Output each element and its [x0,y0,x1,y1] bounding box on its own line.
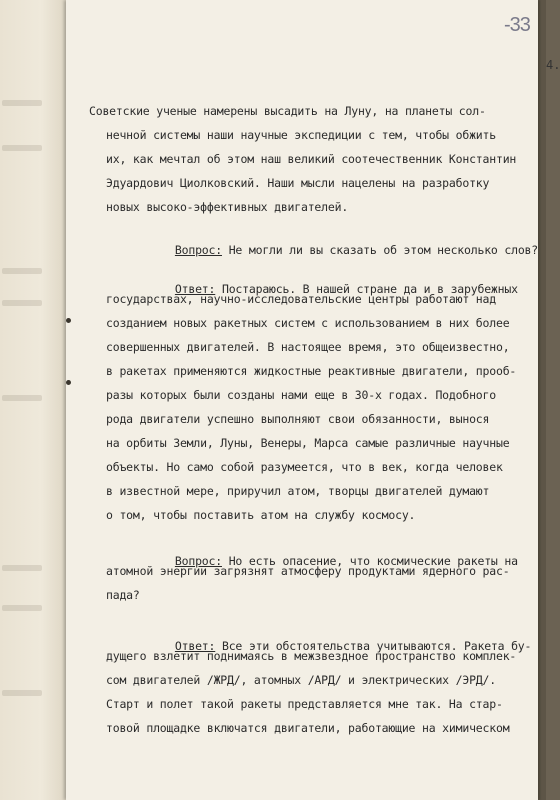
text-line: пада? [106,588,140,602]
text-line: сом двигателей /ЖРД/, атомных /АРД/ и электрических /ЭРД/. [106,673,496,687]
document-page [66,0,560,800]
text-line: Не могли ли вы сказать об этом несколько слов? [221,243,538,257]
scan-background [538,0,546,800]
question-label: Вопрос: [174,243,222,257]
text-line: Постараюсь. В нашей стране да и в зарубежных [215,282,518,296]
question-label: Вопрос: [174,554,222,568]
text-line: в ракетах применяются жидкостные реактивные двигатели, прооб- [106,364,517,378]
text-line: новых высоко-эффективных двигателей. [106,200,349,214]
text-line: рода двигатели успешно выполняют свои обязанности, вынося [106,412,490,426]
text-line: созданием новых ракетных систем с использованием в них более [106,316,510,330]
previous-page-edge [0,0,68,800]
archive-page-number: -33 [504,14,530,36]
answer-label: Ответ: [174,282,216,296]
text-line: о том, чтобы поставить атом на службу космосу. [106,508,416,522]
text-line: Все эти обстоятельства учитываются. Ракета бу- [215,639,532,653]
text-line: товой площадке включатся двигатели, работающие на химическом [106,721,510,735]
text-line: разы которых были созданы нами еще в 30-х годах. Подобного [106,388,496,402]
question-line [148,229,538,271]
text-line: нечной системы наши научные экспедиции с тем, чтобы обжить [106,128,496,142]
text-line: на орбиты Земли, Луны, Венеры, Марса самые различные научные [106,436,510,450]
answer-label: Ответ: [174,639,216,653]
text-line: их, как мечтал об этом наш великий соотечественник Константин [106,152,517,166]
text-line: Но есть опасение, что космические ракеты на [221,554,518,568]
text-line: Советские ученые намерены высадить на Луну, на планеты сол- [89,104,486,118]
text-line: в известной мере, приручил атом, творцы двигателей думают [106,484,490,498]
text-line: Эдуардович Циолковский. Наши мысли нацелены на разработку [106,176,490,190]
page-number: 4. [546,58,560,72]
text-line: государствах, научно-исследовательские центры работают над [106,292,496,306]
text-line: объекты. Но само собой разумеется, что в век, когда человек [106,460,503,474]
text-line: Старт и полет такой ракеты представляется мне так. На стар- [106,697,503,711]
text-line: дущего взлетит поднимаясь в межзвездное пространство комплек- [106,649,517,663]
text-line: атомной энергии загрязнят атмосферу продуктами ядерного рас- [106,564,510,578]
punch-hole [66,380,71,385]
punch-hole [66,318,71,323]
text-line: совершенных двигателей. В настоящее время, это общеизвестно, [106,340,510,354]
